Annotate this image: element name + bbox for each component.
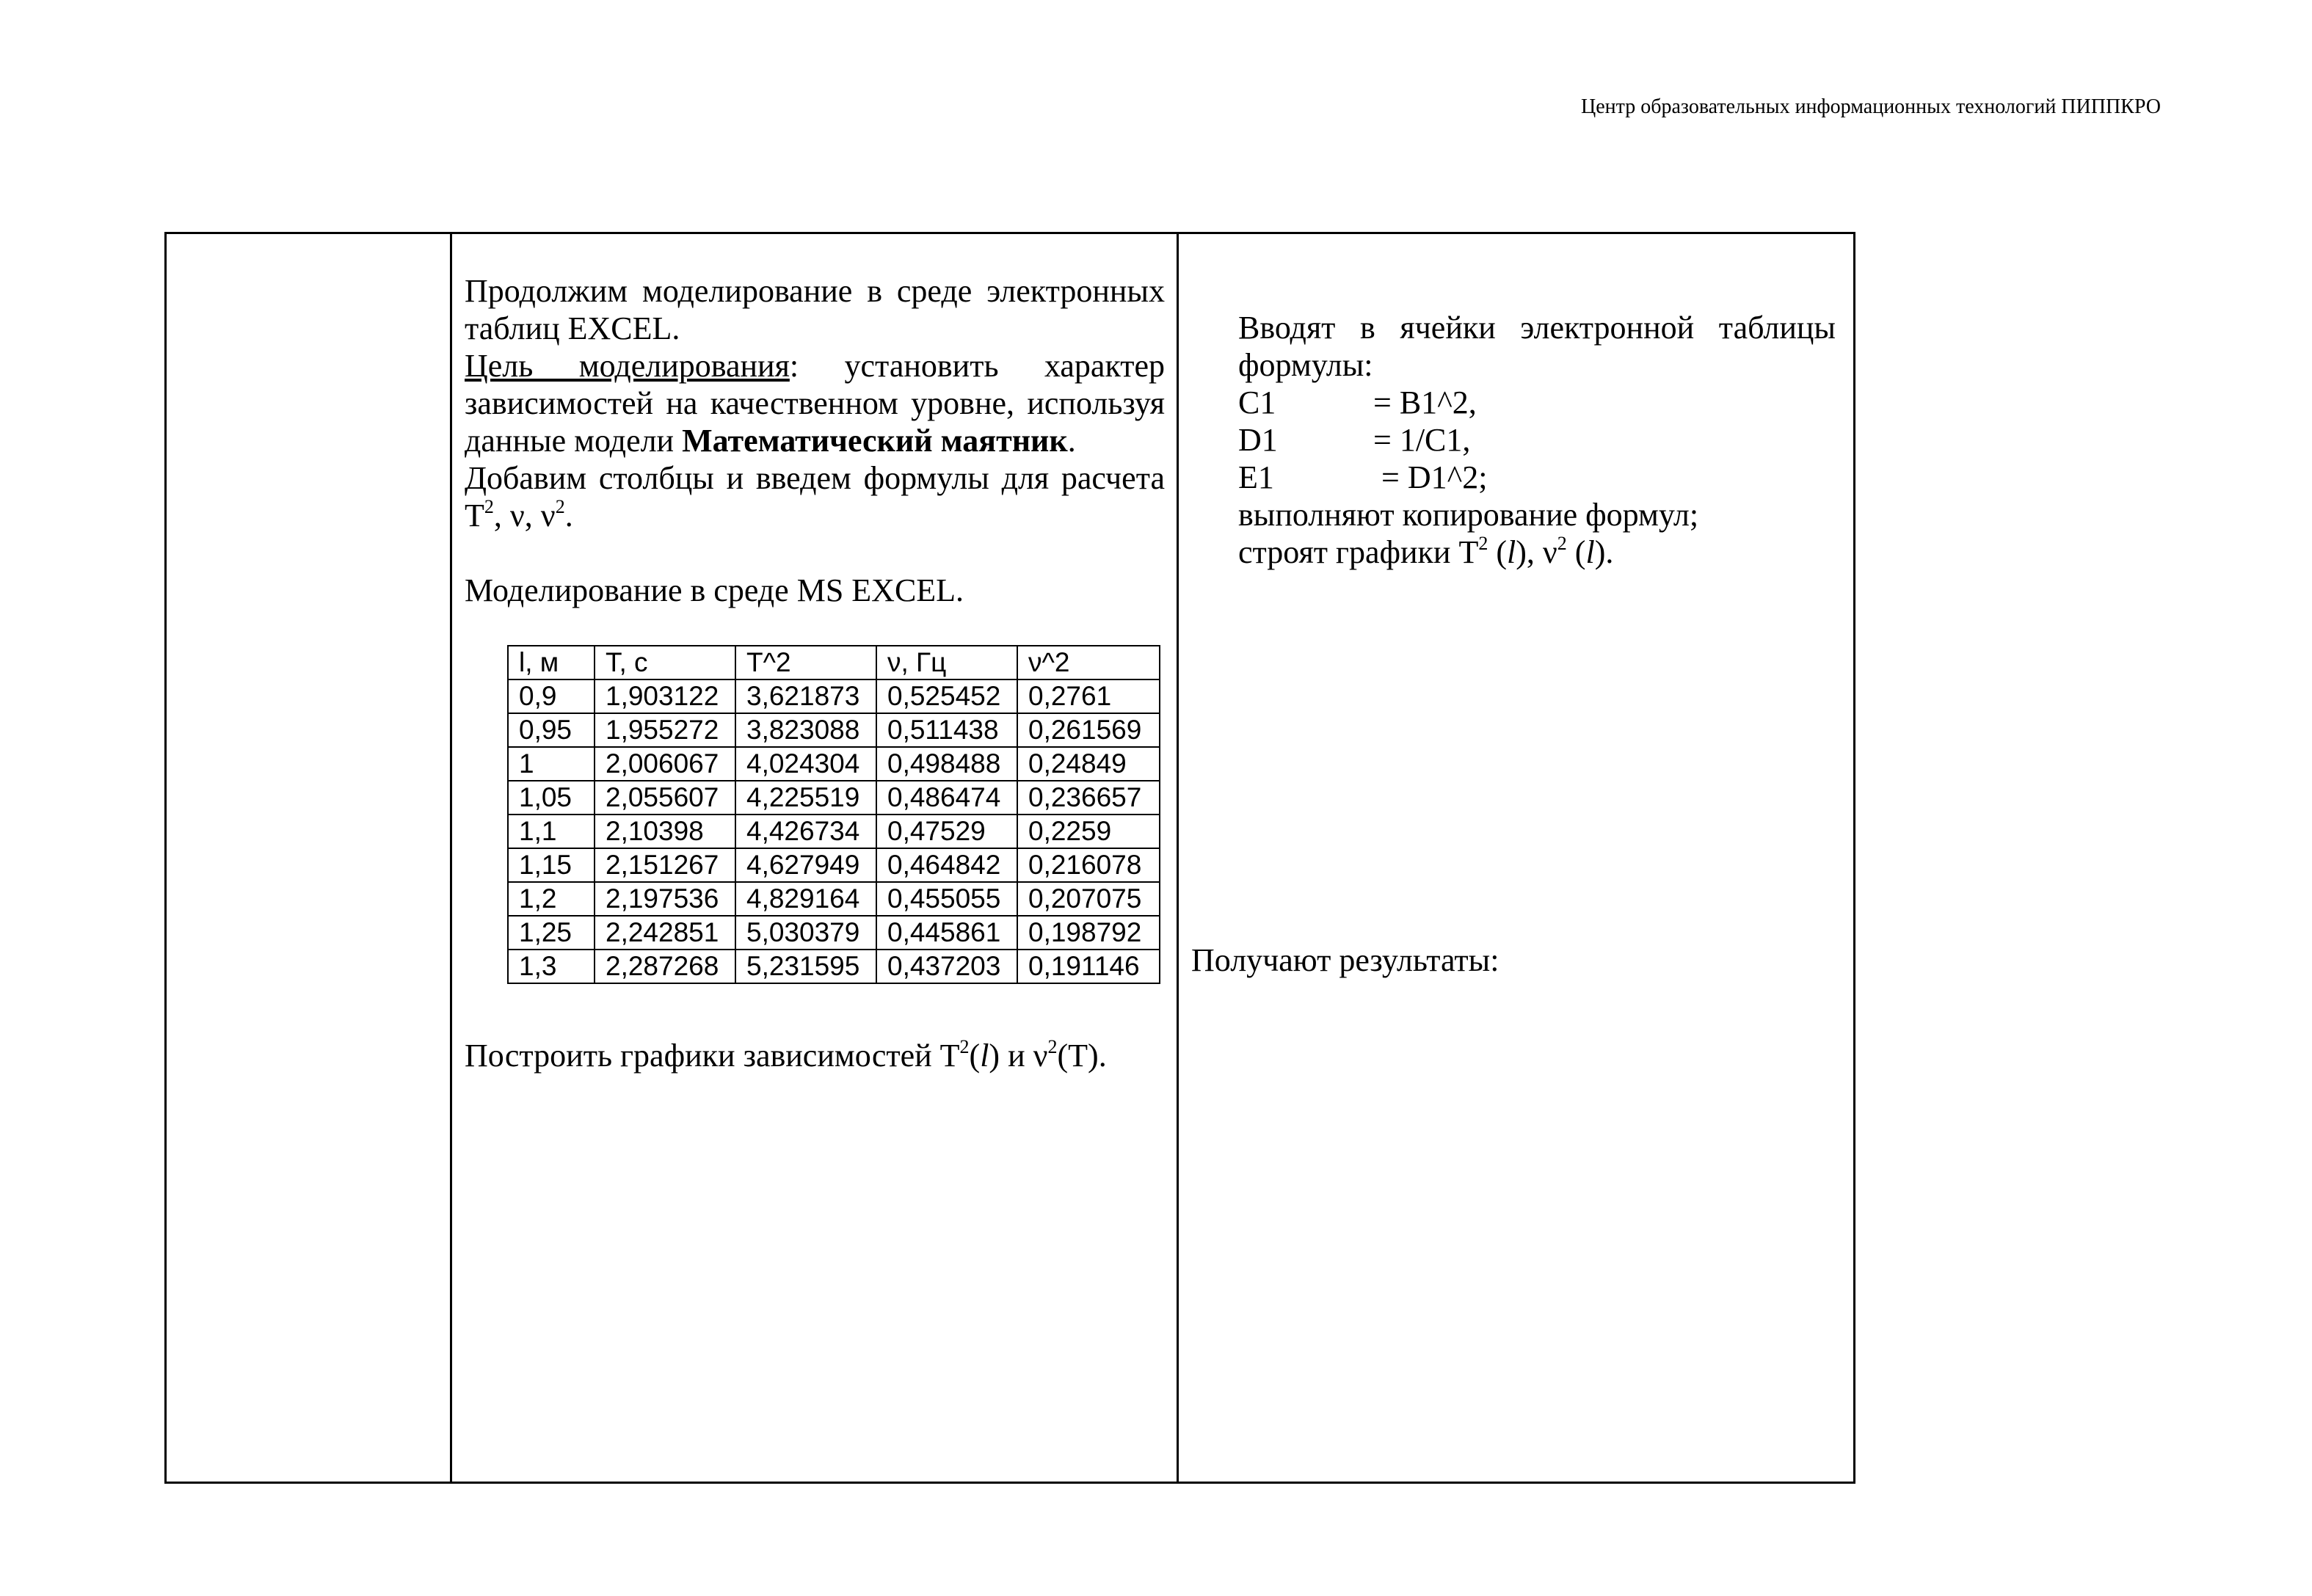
table-cell: 2,287268: [595, 950, 735, 983]
columns-line: Добавим столбцы и введем формулы для расчета: [465, 460, 1165, 496]
excel-data-table: [507, 645, 1160, 984]
table-row: [508, 882, 1160, 916]
l-symbol: l: [1585, 534, 1595, 570]
formula-cell: C1: [1238, 385, 1276, 420]
table-row: [508, 781, 1160, 815]
table-cell: 0,191146: [1017, 950, 1160, 983]
nu-symbols: , ν, ν: [493, 498, 556, 533]
formula-row: [1238, 384, 1836, 421]
formula-row: [1238, 459, 1836, 496]
columns-line-2: [465, 497, 1165, 534]
table-header-cell: l, м: [508, 646, 595, 679]
table-cell: 2,242851: [595, 916, 735, 950]
period: .: [564, 498, 573, 533]
table-row: [508, 815, 1160, 848]
table-cell: 4,627949: [735, 848, 876, 882]
goal-text: : установить характер: [789, 348, 1165, 384]
t-symbol: T: [465, 498, 484, 533]
graph-prefix: строят графики T: [1238, 534, 1479, 570]
column-divider-2: [1177, 234, 1179, 1482]
build-graphs-line: [465, 1037, 1107, 1074]
table-cell: 0,445861: [876, 916, 1017, 950]
enter-line-2: формулы:: [1238, 347, 1373, 383]
table-header-cell: T^2: [735, 646, 876, 679]
intro-line-2: таблиц EXCEL.: [465, 310, 680, 346]
build-end: (T).: [1057, 1038, 1107, 1074]
formula-expr: = 1/C1,: [1373, 422, 1471, 458]
table-cell: 0,198792: [1017, 916, 1160, 950]
goal-line-3: [465, 422, 1165, 459]
table-cell: 1,2: [508, 882, 595, 916]
sup-2: 2: [959, 1036, 970, 1057]
table-cell: 0,525452: [876, 679, 1017, 713]
model-name: Математический маятник: [682, 423, 1068, 459]
copy-line: выполняют копирование формул;: [1238, 497, 1699, 533]
table-cell: 4,024304: [735, 747, 876, 781]
formula-cell: E1: [1238, 459, 1274, 495]
results-label: Получают результаты:: [1191, 942, 1499, 978]
enter-line-1: Вводят в ячейки электронной таблицы: [1238, 310, 1836, 346]
table-cell: 0,2761: [1017, 679, 1160, 713]
table-header-cell: Т, с: [595, 646, 735, 679]
paren: (: [969, 1038, 981, 1074]
graph-end: ).: [1594, 534, 1614, 570]
table-cell: 0,464842: [876, 848, 1017, 882]
table-header-cell: ν, Гц: [876, 646, 1017, 679]
table-cell: 0,498488: [876, 747, 1017, 781]
table-row: [508, 950, 1160, 983]
graph-mid: (: [1566, 534, 1586, 570]
table-row: [508, 747, 1160, 781]
table-cell: 1,1: [508, 815, 595, 848]
table-cell: 5,231595: [735, 950, 876, 983]
formula-row: [1238, 421, 1836, 459]
goal-line-3-prefix: данные модели: [465, 423, 683, 459]
table-cell: 4,225519: [735, 781, 876, 815]
goal-label: Цель моделирования: [465, 348, 790, 384]
sup-2: 2: [555, 496, 565, 517]
table-cell: 3,823088: [735, 713, 876, 747]
table-cell: 4,829164: [735, 882, 876, 916]
table-cell: 0,455055: [876, 882, 1017, 916]
modeling-title: Моделирование в среде MS EXCEL.: [465, 572, 964, 608]
table-cell: 2,006067: [595, 747, 735, 781]
table-cell: 1,25: [508, 916, 595, 950]
table-cell: 0,437203: [876, 950, 1017, 983]
table-cell: 1,903122: [595, 679, 735, 713]
table-cell: 0,9: [508, 679, 595, 713]
sup-2: 2: [1557, 533, 1567, 554]
goal-line-2: зависимостей на качественном уровне, используя: [465, 385, 1165, 421]
table-cell: 2,10398: [595, 815, 735, 848]
table-cell: 0,511438: [876, 713, 1017, 747]
page-header: Центр образовательных информационных технологий ПИППКРО: [1581, 95, 2161, 118]
table-row: [508, 916, 1160, 950]
table-row: [508, 848, 1160, 882]
table-cell: 3,621873: [735, 679, 876, 713]
column-divider-1: [450, 234, 452, 1482]
table-cell: 2,151267: [595, 848, 735, 882]
build-prefix: Построить графики зависимостей T: [465, 1038, 960, 1074]
formula-expr: = D1^2;: [1373, 459, 1488, 495]
table-row: [508, 713, 1160, 747]
intro-line-1: Продолжим моделирование в среде электронных: [465, 273, 1165, 309]
build-mid: ) и ν: [989, 1038, 1048, 1074]
table-cell: 0,24849: [1017, 747, 1160, 781]
goal-line-3-suffix: .: [1067, 423, 1076, 459]
table-cell: 2,055607: [595, 781, 735, 815]
table-cell: 0,261569: [1017, 713, 1160, 747]
table-cell: 1: [508, 747, 595, 781]
table-cell: 1,05: [508, 781, 595, 815]
content-table-frame: [164, 232, 1855, 1484]
table-cell: 0,236657: [1017, 781, 1160, 815]
table-cell: 2,197536: [595, 882, 735, 916]
table-cell: 4,426734: [735, 815, 876, 848]
table-cell: 5,030379: [735, 916, 876, 950]
table-row: [508, 679, 1160, 713]
formula-cell: D1: [1238, 422, 1278, 458]
table-header-row: [508, 646, 1160, 679]
sup-2: 2: [1478, 533, 1488, 554]
l-symbol: l: [980, 1038, 989, 1074]
student-actions-column: [1238, 309, 1836, 571]
graph-mid: (: [1488, 534, 1508, 570]
sup-2: 2: [484, 496, 494, 517]
table-cell: 0,216078: [1017, 848, 1160, 882]
sup-2: 2: [1047, 1036, 1058, 1057]
table-cell: 1,955272: [595, 713, 735, 747]
table-cell: 0,486474: [876, 781, 1017, 815]
table-cell: 0,207075: [1017, 882, 1160, 916]
l-symbol: l: [1507, 534, 1516, 570]
table-cell: 1,3: [508, 950, 595, 983]
table-cell: 0,2259: [1017, 815, 1160, 848]
graph-mid: ), ν: [1516, 534, 1557, 570]
formula-expr: = B1^2,: [1373, 385, 1477, 420]
table-cell: 0,95: [508, 713, 595, 747]
table-cell: 0,47529: [876, 815, 1017, 848]
graph-line: [1238, 533, 1836, 571]
goal-line: [465, 347, 1165, 385]
table-header-cell: ν^2: [1017, 646, 1160, 679]
task-column: [465, 272, 1165, 609]
table-cell: 1,15: [508, 848, 595, 882]
